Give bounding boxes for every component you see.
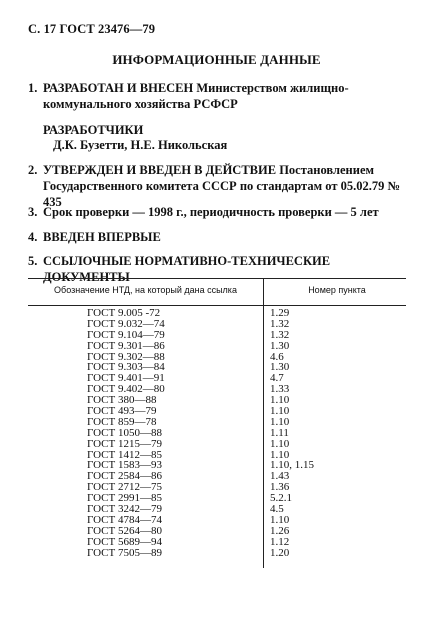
item-number: 3.	[28, 205, 38, 219]
page-title: ИНФОРМАЦИОННЫЕ ДАННЫЕ	[112, 52, 321, 67]
table-row	[28, 504, 406, 515]
column-header-clause: Номер пункта	[308, 285, 366, 295]
item-text	[43, 204, 411, 220]
clause-number: 1.20	[270, 546, 290, 559]
item-lead: Срок проверки — 1998 г., периодичность проверки — 5 лет	[43, 205, 379, 219]
document-designation: ГОСТ 5689—94	[87, 535, 162, 548]
table-row	[28, 493, 406, 504]
clause-number: 1.26	[270, 524, 290, 537]
clause-number: 1.43	[270, 470, 290, 483]
document-designation: ГОСТ 1412—85	[87, 448, 162, 461]
clause-number: 1.10	[270, 415, 290, 428]
info-item-3	[28, 204, 408, 220]
clause-number: 1.10	[270, 405, 290, 418]
table-row	[28, 439, 406, 450]
item-rest: Министерством жилищно-коммунального хозяйства РСФСР	[43, 81, 349, 111]
document-designation: ГОСТ 859—78	[87, 415, 157, 428]
document-designation: ГОСТ 2712—75	[87, 481, 162, 494]
document-designation: ГОСТ 9.401—91	[87, 372, 165, 385]
clause-number: 1.10	[270, 448, 290, 461]
item-lead: ССЫЛОЧНЫЕ НОРМАТИВНО-ТЕХНИЧЕСКИЕ ДОКУМЕНТЫ	[43, 254, 331, 284]
document-designation: ГОСТ 9.032—74	[87, 317, 165, 330]
table-row	[28, 515, 406, 526]
document-designation: ГОСТ 9.005 -72	[87, 307, 161, 319]
clause-number: 1.36	[270, 481, 290, 494]
document-designation: ГОСТ 9.302—88	[87, 350, 165, 363]
document-designation: ГОСТ 1050—88	[87, 426, 162, 439]
info-item-2	[28, 162, 408, 209]
clause-number: 5.2.1	[270, 492, 292, 505]
item-lead: РАЗРАБОТАН И ВНЕСЕН	[43, 81, 194, 95]
table-row	[28, 417, 406, 428]
table-body	[28, 308, 406, 558]
clause-number: 1.10	[270, 394, 290, 407]
clause-number: 1.32	[270, 328, 290, 341]
document-designation: ГОСТ 5264—80	[87, 524, 162, 537]
table-row	[28, 352, 406, 363]
item-lead: УТВЕРЖДЕН И ВВЕДЕН В ДЕЙСТВИЕ	[43, 163, 277, 177]
clause-number: 1.32	[270, 317, 290, 330]
document-designation: ГОСТ 7505—89	[87, 546, 162, 559]
document-designation: ГОСТ 9.104—79	[87, 328, 165, 341]
clause-number: 1.30	[270, 361, 290, 374]
table-row	[28, 319, 406, 330]
table-row	[28, 373, 406, 384]
clause-number: 1.33	[270, 383, 290, 396]
table-row	[28, 406, 406, 417]
developers-names: Д.К. Бузетти, Н.Е. Никольская	[53, 138, 228, 152]
column-header-document: Обозначение НТД, на который дана ссылка	[54, 285, 237, 295]
document-designation: ГОСТ 3242—79	[87, 503, 162, 516]
item-rest: Постановлением Государственного комитета СССР по стандартам от 05.02.79 № 435	[43, 163, 401, 209]
document-designation: ГОСТ 9.303—84	[87, 361, 165, 374]
clause-number: 4.5	[270, 503, 284, 516]
clause-number: 4.6	[270, 350, 284, 363]
clause-number: 1.12	[270, 535, 290, 548]
info-item-1	[28, 80, 408, 114]
clause-number: 1.10	[270, 437, 290, 450]
document-designation: ГОСТ 493—79	[87, 405, 157, 418]
clause-number: 1.29	[270, 307, 290, 319]
item-lead: ВВЕДЕН ВПЕРВЫЕ	[43, 230, 161, 244]
clause-number: 1.10	[270, 513, 290, 526]
table-row	[28, 341, 406, 352]
table-row	[28, 471, 406, 482]
page-header: С. 17 ГОСТ 23476—79	[28, 22, 156, 36]
table-row	[28, 330, 406, 341]
document-designation: ГОСТ 2991—85	[87, 492, 162, 505]
item-number: 5.	[28, 254, 38, 268]
table-row	[28, 482, 406, 493]
clause-number: 4.7	[270, 372, 284, 385]
table-row	[28, 384, 406, 395]
item-number: 4.	[28, 230, 38, 244]
document-designation: ГОСТ 1215—79	[87, 437, 162, 450]
item-text	[43, 80, 411, 112]
table-row	[28, 537, 406, 548]
item-text	[43, 162, 411, 210]
document-designation: ГОСТ 1583—93	[87, 459, 162, 472]
table-row	[28, 308, 406, 319]
document-designation: ГОСТ 9.402—80	[87, 383, 165, 396]
item-number: 1.	[28, 81, 38, 95]
document-designation: ГОСТ 9.301—86	[87, 339, 165, 352]
item-number: 2.	[28, 163, 38, 177]
developers-label: РАЗРАБОТЧИКИ	[43, 123, 144, 137]
table-header	[28, 278, 406, 306]
document-designation: ГОСТ 4784—74	[87, 513, 162, 526]
table-row	[28, 428, 406, 439]
table-row	[28, 362, 406, 373]
item-text	[43, 229, 411, 245]
table-row	[28, 548, 406, 559]
table-row	[28, 450, 406, 461]
info-item-5	[28, 253, 408, 284]
document-designation: ГОСТ 2584—86	[87, 470, 162, 483]
clause-number: 1.10, 1.15	[270, 459, 314, 472]
clause-number: 1.11	[270, 426, 289, 439]
info-item-4	[28, 229, 408, 245]
document-designation: ГОСТ 380—88	[87, 394, 157, 407]
table-row	[28, 460, 406, 471]
table-row	[28, 395, 406, 406]
clause-number: 1.30	[270, 339, 290, 352]
table-row	[28, 526, 406, 537]
